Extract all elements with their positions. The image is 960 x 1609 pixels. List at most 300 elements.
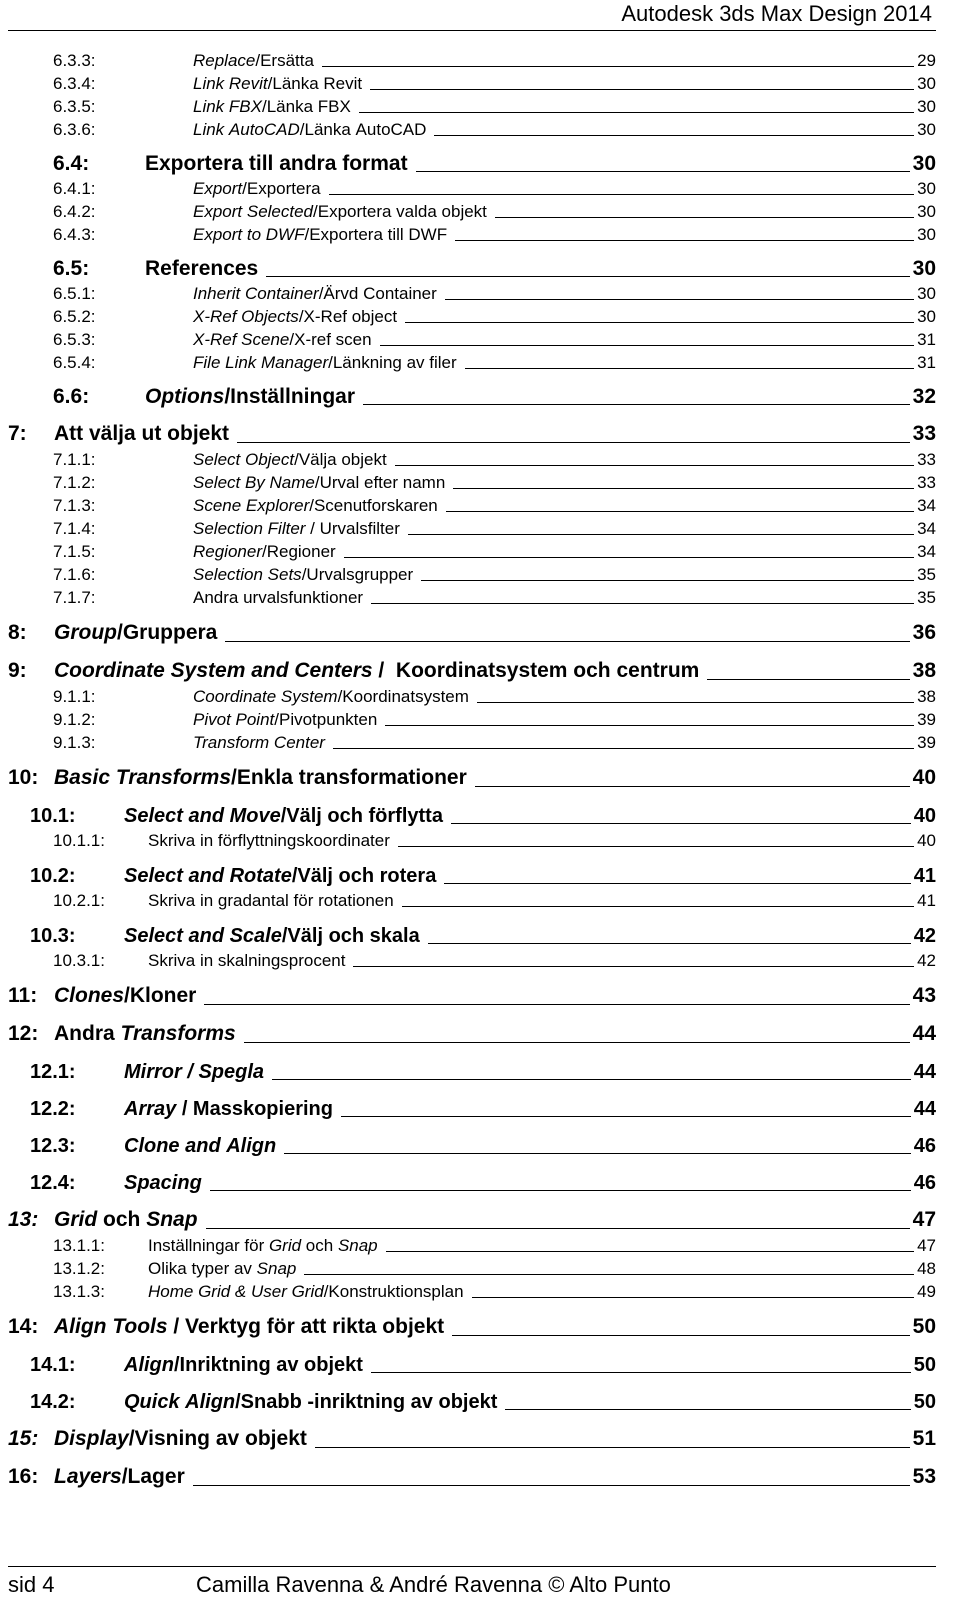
- toc-entry-page: 41: [917, 891, 936, 910]
- toc-entry[interactable]: [8, 1279, 936, 1302]
- toc-entry[interactable]: [8, 1390, 936, 1414]
- toc-entry-number: 6.3.6:: [53, 120, 96, 139]
- toc-entry[interactable]: [8, 304, 936, 327]
- toc-entry-title: [148, 891, 394, 911]
- toc-entry-page: 30: [917, 179, 936, 198]
- toc-entry-title-part: / Masskopiering: [176, 1098, 333, 1120]
- toc-entry-title: [54, 1021, 236, 1047]
- toc-entry-page: 35: [917, 588, 936, 607]
- toc-entry[interactable]: [8, 94, 936, 117]
- toc-entry-title: [193, 496, 438, 516]
- toc-leader-line: [455, 240, 914, 241]
- toc-entry[interactable]: [8, 1353, 936, 1377]
- toc-entry-title: [54, 421, 229, 447]
- toc-entry-title: [193, 202, 487, 222]
- toc-entry[interactable]: [8, 447, 936, 470]
- toc-leader-line: [428, 943, 911, 944]
- toc-entry-title-part: Clone and Align: [124, 1135, 277, 1157]
- toc-entry-number: 6.4:: [53, 152, 90, 175]
- toc-entry[interactable]: [8, 924, 936, 948]
- toc-entry-page: 30: [912, 257, 936, 280]
- toc-entry-page: 44: [912, 1022, 936, 1045]
- toc-entry-title-part: File Link Manager: [193, 353, 329, 372]
- toc-entry[interactable]: [8, 176, 936, 199]
- toc-leader-line: [284, 1153, 911, 1154]
- toc-entry-title-part: /Snabb -inriktning av objekt: [235, 1391, 498, 1413]
- toc-entry-title-part: /Exportera: [242, 179, 321, 198]
- toc-entry-title-part: Att välja ut objekt: [54, 422, 230, 445]
- toc-entry-title-part: Coordinate System: [193, 687, 338, 706]
- toc-entry-page: 30: [917, 202, 936, 221]
- toc-leader-line: [505, 1409, 910, 1410]
- toc-leader-line: [206, 1228, 910, 1229]
- toc-entry-title-part: Mirror / Spegla: [124, 1061, 265, 1083]
- toc-entry-page: 30: [917, 74, 936, 93]
- toc-entry-number: 7.1.6:: [53, 565, 96, 584]
- toc-entry[interactable]: [8, 516, 936, 539]
- toc-leader-line: [385, 725, 914, 726]
- toc-entry-page: 46: [913, 1135, 936, 1157]
- toc-entry-number: 13.1.3:: [53, 1282, 105, 1301]
- toc-entry-number: 7.1.1:: [53, 450, 96, 469]
- toc-entry-title-part: Selection Sets: [193, 565, 302, 584]
- toc-entry[interactable]: [8, 421, 936, 447]
- toc-entry-title-part: Snap: [146, 1208, 198, 1231]
- toc-entry-title-part: Home Grid & User Grid: [148, 1282, 324, 1301]
- toc-leader-line: [398, 846, 914, 847]
- toc-entry[interactable]: [8, 1256, 936, 1279]
- toc-entry-title-part: Snap: [256, 1259, 297, 1278]
- toc-entry-page: 48: [917, 1259, 936, 1278]
- toc-entry-page: 44: [913, 1061, 936, 1083]
- toc-entry-title-part: X-Ref Scene: [193, 330, 290, 349]
- toc-entry-title: [193, 97, 351, 117]
- toc-entry[interactable]: [8, 350, 936, 373]
- toc-entry-number: 6.5.3:: [53, 330, 96, 349]
- toc-leader-line: [353, 966, 914, 967]
- toc-entry-title-part: Export to DWF: [193, 225, 305, 244]
- toc-entry-title: [54, 765, 467, 791]
- toc-entry-title-part: Align Tools: [54, 1315, 168, 1338]
- toc-leader-line: [359, 112, 914, 113]
- toc-entry-title-part: /Länka FBX: [261, 97, 351, 116]
- toc-entry-title-part: /Kloner: [124, 984, 197, 1007]
- toc-entry-title: [145, 257, 258, 281]
- toc-leader-line: [193, 1485, 910, 1486]
- toc-leader-line: [416, 171, 910, 172]
- toc-entry[interactable]: [8, 470, 936, 493]
- toc-entry-title: [148, 1259, 296, 1279]
- toc-entry-title-part: / Urvalsfilter: [305, 519, 400, 538]
- toc-entry[interactable]: [8, 864, 936, 888]
- toc-entry-page: 34: [917, 519, 936, 538]
- toc-entry-title-part: Link Revit: [193, 74, 268, 93]
- toc-entry[interactable]: [8, 983, 936, 1009]
- toc-entry[interactable]: [8, 1207, 936, 1233]
- toc-entry-number: 14.1:: [30, 1354, 76, 1376]
- toc-entry-title-part: Clones: [54, 984, 125, 1007]
- toc-entry[interactable]: [8, 1097, 936, 1121]
- toc-entry[interactable]: [8, 1021, 936, 1047]
- toc-entry-page: 40: [917, 831, 936, 850]
- toc-entry-title-part: Link AutoCAD: [193, 120, 300, 139]
- toc-entry-title-part: X-Ref Objects: [193, 307, 299, 326]
- toc-entry-number: 6.4.3:: [53, 225, 96, 244]
- toc-entry-number: 7.1.2:: [53, 473, 96, 492]
- toc-leader-line: [315, 1447, 910, 1448]
- toc-entry-title-part: /Regioner: [262, 542, 336, 561]
- toc-entry-title: [193, 565, 413, 585]
- toc-entry-title: [148, 1236, 378, 1256]
- toc-entry-title-part: /Välj och skala: [281, 925, 420, 947]
- toc-entry-page: 40: [912, 766, 936, 789]
- toc-entry-number: 9.1.1:: [53, 687, 96, 706]
- toc-entry-title-part: Skriva in skalningsprocent: [148, 951, 346, 970]
- toc-entry[interactable]: [8, 1060, 936, 1084]
- toc-leader-line: [445, 299, 914, 300]
- toc-entry-title: [193, 284, 437, 304]
- toc-entry-number: 6.4.2:: [53, 202, 96, 221]
- toc-entry-title-part: Align: [124, 1354, 174, 1376]
- toc-leader-line: [329, 194, 915, 195]
- toc-entry[interactable]: [8, 658, 936, 684]
- toc-entry[interactable]: [8, 948, 936, 971]
- toc-entry-title: [54, 1426, 307, 1452]
- toc-leader-line: [477, 702, 914, 703]
- toc-entry-title-part: /Länka AutoCAD: [299, 120, 427, 139]
- toc-entry[interactable]: [8, 48, 936, 71]
- toc-entry-title-part: Pivot Point: [193, 710, 275, 729]
- table-of-contents: [8, 48, 936, 1490]
- toc-leader-line: [446, 511, 914, 512]
- toc-entry-number: 11:: [8, 984, 38, 1007]
- toc-entry[interactable]: [8, 1171, 936, 1195]
- toc-entry-title-part: /Enkla transformationer: [231, 766, 467, 789]
- toc-entry[interactable]: [8, 684, 936, 707]
- toc-entry-title-part: /Urvalsgrupper: [301, 565, 414, 584]
- toc-entry-title-part: Select and Scale: [124, 925, 282, 947]
- toc-entry-title: [193, 330, 372, 350]
- toc-entry[interactable]: [8, 257, 936, 281]
- toc-entry-title-part: /X-ref scen: [289, 330, 372, 349]
- toc-entry-number: 10.2.1:: [53, 891, 105, 910]
- toc-entry-title-part: /Scenutforskaren: [309, 496, 438, 515]
- toc-entry-title: [148, 1282, 464, 1302]
- toc-entry-number: 6.6:: [53, 385, 90, 408]
- toc-entry-title-part: Select By Name: [193, 473, 315, 492]
- toc-leader-line: [451, 823, 911, 824]
- toc-entry[interactable]: [8, 71, 936, 94]
- toc-entry-title-part: Display: [54, 1427, 129, 1450]
- toc-entry-title-part: /Koordinatsystem: [337, 687, 469, 706]
- toc-leader-line: [204, 1004, 909, 1005]
- toc-entry-title: [193, 710, 377, 730]
- toc-entry-page: 30: [917, 225, 936, 244]
- toc-entry[interactable]: [8, 385, 936, 409]
- toc-entry-title-part: Snap: [337, 1236, 378, 1255]
- toc-entry-number: 7.1.7:: [53, 588, 96, 607]
- toc-entry-page: 30: [917, 284, 936, 303]
- toc-leader-line: [452, 1335, 910, 1336]
- toc-entry-page: 41: [913, 865, 936, 887]
- toc-entry-title-part: Regioner: [193, 542, 262, 561]
- toc-entry-title-part: Andra: [54, 1022, 121, 1045]
- toc-entry-page: 51: [912, 1427, 936, 1450]
- toc-entry-title: [54, 983, 196, 1009]
- toc-entry-title: [124, 1134, 276, 1158]
- toc-entry-title-part: Andra urvalsfunktioner: [193, 588, 364, 607]
- toc-leader-line: [405, 322, 914, 323]
- toc-entry-title-part: /Välj och förflytta: [280, 805, 443, 827]
- toc-leader-line: [333, 748, 914, 749]
- toc-entry-title-part: /Välj och rotera: [291, 865, 437, 887]
- header-rule: [8, 30, 936, 31]
- toc-entry-number: 13.1.2:: [53, 1259, 105, 1278]
- toc-leader-line: [272, 1079, 911, 1080]
- toc-entry[interactable]: [8, 222, 936, 245]
- toc-entry[interactable]: [8, 117, 936, 140]
- toc-entry-title: [124, 864, 436, 888]
- toc-entry-title-part: Replace: [193, 51, 256, 70]
- toc-entry-number: 14:: [8, 1315, 39, 1338]
- toc-leader-line: [370, 89, 914, 90]
- toc-leader-line: [304, 1274, 914, 1275]
- toc-entry-title: [124, 804, 443, 828]
- toc-entry-title-part: /Pivotpunkten: [274, 710, 378, 729]
- toc-entry-number: 6.3.4:: [53, 74, 96, 93]
- toc-leader-line: [322, 66, 914, 67]
- toc-entry-title: [148, 831, 390, 851]
- toc-entry-page: 30: [917, 307, 936, 326]
- toc-entry-number: 6.3.3:: [53, 51, 96, 70]
- toc-entry-page: 40: [913, 805, 936, 827]
- toc-entry-title-part: /Ersätta: [255, 51, 314, 70]
- toc-entry-number: 6.5:: [53, 257, 90, 280]
- toc-entry-title-part: /Länka Revit: [267, 74, 363, 93]
- toc-leader-line: [402, 906, 914, 907]
- toc-leader-line: [386, 1251, 914, 1252]
- toc-entry[interactable]: [8, 1233, 936, 1256]
- toc-leader-line: [237, 442, 910, 443]
- toc-entry-title: [193, 179, 321, 199]
- toc-entry-page: 30: [917, 97, 936, 116]
- toc-entry-title: [193, 542, 336, 562]
- toc-entry-title: [145, 385, 355, 409]
- toc-entry-title-part: Grid: [54, 1208, 98, 1231]
- toc-entry[interactable]: [8, 1426, 936, 1452]
- toc-leader-line: [371, 1372, 911, 1373]
- toc-entry-title-part: /Länkning av filer: [328, 353, 457, 372]
- toc-entry-title-part: Skriva in förflyttningskoordinater: [148, 831, 390, 850]
- toc-entry[interactable]: [8, 707, 936, 730]
- toc-entry-title: [54, 1314, 444, 1340]
- toc-entry-title-part: /Exportera till DWF: [304, 225, 448, 244]
- toc-entry-title: [193, 307, 397, 327]
- toc-entry[interactable]: [8, 539, 936, 562]
- toc-entry-title-part: Options: [145, 385, 225, 408]
- toc-entry-title: [148, 951, 345, 971]
- footer-credit: Camilla Ravenna & André Ravenna © Alto Punto: [196, 1572, 671, 1597]
- toc-entry-title: [124, 1390, 497, 1414]
- toc-leader-line: [465, 368, 914, 369]
- toc-entry-title: [193, 450, 387, 470]
- toc-entry[interactable]: [8, 888, 936, 911]
- toc-entry-title: [193, 74, 362, 94]
- toc-entry[interactable]: [8, 730, 936, 753]
- toc-entry[interactable]: [8, 1464, 936, 1490]
- toc-entry-number: 9:: [8, 659, 27, 682]
- toc-entry-title: [124, 1353, 363, 1377]
- toc-entry-title: [124, 1060, 264, 1084]
- toc-entry-number: 14.2:: [30, 1391, 76, 1413]
- toc-entry-title-part: Scene Explorer: [193, 496, 310, 515]
- toc-leader-line: [434, 135, 914, 136]
- toc-entry-number: 6.3.5:: [53, 97, 96, 116]
- toc-entry-page: 31: [917, 353, 936, 372]
- toc-entry-number: 10.3.1:: [53, 951, 105, 970]
- toc-entry-title-part: Quick Align: [124, 1391, 236, 1413]
- toc-entry-page: 33: [917, 450, 936, 469]
- toc-entry-title-part: Select and Rotate: [124, 865, 292, 887]
- toc-entry-number: 6.5.1:: [53, 284, 96, 303]
- toc-entry-title-part: Exportera till andra format: [145, 152, 408, 175]
- toc-entry-number: 7.1.5:: [53, 542, 96, 561]
- toc-entry-title-part: Inställningar för: [148, 1236, 269, 1255]
- toc-entry-title-part: Basic Transforms: [54, 766, 232, 789]
- toc-entry[interactable]: [8, 1314, 936, 1340]
- toc-entry-page: 33: [912, 422, 936, 445]
- toc-entry-title-part: /Ärvd Container: [318, 284, 437, 303]
- toc-entry-title-part: och: [97, 1208, 147, 1231]
- toc-entry-number: 10:: [8, 766, 39, 789]
- toc-entry-page: 43: [912, 984, 936, 1007]
- toc-entry-title-part: /Exportera valda objekt: [313, 202, 487, 221]
- toc-entry-number: 13:: [8, 1208, 39, 1231]
- toc-entry-title-part: Spacing: [124, 1172, 202, 1194]
- toc-entry-number: 10.2:: [30, 865, 76, 887]
- toc-entry-page: 31: [917, 330, 936, 349]
- toc-leader-line: [244, 1042, 910, 1043]
- toc-entry-page: 32: [912, 385, 936, 408]
- toc-entry-title-part: Olika typer av: [148, 1259, 257, 1278]
- toc-entry-page: 50: [912, 1315, 936, 1338]
- toc-entry-title-part: Export: [193, 179, 243, 198]
- footer-page-number: sid 4: [8, 1572, 55, 1597]
- toc-entry-title-part: /X-Ref object: [298, 307, 398, 326]
- toc-entry-title-part: och: [301, 1236, 338, 1255]
- toc-entry-page: 50: [913, 1391, 936, 1413]
- toc-entry-title: [145, 152, 408, 176]
- toc-entry-title: [193, 51, 314, 71]
- toc-entry-page: 29: [917, 51, 936, 70]
- toc-leader-line: [444, 883, 910, 884]
- toc-entry-title-part: /Lager: [121, 1465, 185, 1488]
- toc-entry[interactable]: [8, 828, 936, 851]
- toc-entry-number: 7:: [8, 422, 27, 445]
- toc-leader-line: [341, 1116, 911, 1117]
- toc-entry[interactable]: [8, 152, 936, 176]
- toc-entry-title-part: Selection Filter: [193, 519, 306, 538]
- running-header: Autodesk 3ds Max Design 2014: [621, 1, 932, 26]
- toc-entry[interactable]: [8, 281, 936, 304]
- toc-entry-title-part: Array: [124, 1098, 177, 1120]
- toc-entry[interactable]: [8, 620, 936, 646]
- toc-entry-title-part: Export Selected: [193, 202, 314, 221]
- toc-entry-number: 13.1.1:: [53, 1236, 105, 1255]
- toc-leader-line: [453, 488, 914, 489]
- toc-entry-number: 12.2:: [30, 1098, 76, 1120]
- toc-entry-title: [193, 225, 447, 245]
- toc-entry-title: [193, 353, 457, 373]
- toc-entry-title: [54, 1464, 185, 1490]
- toc-entry-page: 47: [912, 1208, 936, 1231]
- toc-entry[interactable]: [8, 585, 936, 608]
- toc-entry-title-part: Skriva in gradantal för rotationen: [148, 891, 394, 910]
- toc-entry-title-part: Transform Center: [193, 733, 325, 752]
- toc-entry-title-part: Link FBX: [193, 97, 262, 116]
- toc-entry-page: 38: [912, 659, 936, 682]
- toc-leader-line: [225, 641, 909, 642]
- toc-entry-title: [193, 120, 426, 140]
- toc-entry-number: 7.1.4:: [53, 519, 96, 538]
- toc-entry-number: 6.4.1:: [53, 179, 96, 198]
- toc-entry-page: 33: [917, 473, 936, 492]
- toc-entry-number: 16:: [8, 1465, 39, 1488]
- toc-entry-title: [193, 733, 325, 753]
- toc-entry[interactable]: [8, 327, 936, 350]
- toc-entry-number: 9.1.3:: [53, 733, 96, 752]
- toc-leader-line: [475, 786, 910, 787]
- toc-entry-title-part: /Urval efter namn: [314, 473, 446, 492]
- toc-entry-number: 6.5.2:: [53, 307, 96, 326]
- toc-leader-line: [363, 404, 910, 405]
- toc-entry-page: 42: [913, 925, 936, 947]
- toc-entry-title-part: Coordinate System and Centers: [54, 659, 373, 682]
- toc-entry-title: [193, 687, 469, 707]
- toc-entry-title-part: /Inställningar: [224, 385, 356, 408]
- toc-entry-number: 12:: [8, 1022, 39, 1045]
- toc-entry-title: [193, 588, 363, 608]
- toc-entry-number: 10.3:: [30, 925, 76, 947]
- toc-entry-number: 15:: [8, 1427, 39, 1450]
- toc-entry[interactable]: [8, 765, 936, 791]
- footer-rule: [8, 1566, 936, 1567]
- toc-leader-line: [266, 276, 909, 277]
- toc-leader-line: [380, 345, 914, 346]
- toc-entry-number: 12.4:: [30, 1172, 76, 1194]
- toc-entry-title-part: / Koordinatsystem och centrum: [372, 659, 700, 682]
- toc-entry-title-part: /Välja objekt: [294, 450, 387, 469]
- toc-entry-page: 36: [912, 621, 936, 644]
- toc-entry[interactable]: [8, 493, 936, 516]
- toc-entry[interactable]: [8, 562, 936, 585]
- toc-entry[interactable]: [8, 199, 936, 222]
- toc-leader-line: [371, 603, 914, 604]
- toc-entry-title-part: Layers: [54, 1465, 122, 1488]
- toc-entry[interactable]: [8, 804, 936, 828]
- toc-entry-number: 10.1:: [30, 805, 76, 827]
- toc-entry[interactable]: [8, 1134, 936, 1158]
- toc-entry-number: 7.1.3:: [53, 496, 96, 515]
- toc-entry-title: [54, 1207, 198, 1233]
- toc-entry-page: 35: [917, 565, 936, 584]
- toc-entry-number: 9.1.2:: [53, 710, 96, 729]
- toc-entry-page: 42: [917, 951, 936, 970]
- toc-leader-line: [344, 557, 914, 558]
- toc-leader-line: [421, 580, 914, 581]
- toc-entry-number: 10.1.1:: [53, 831, 105, 850]
- toc-entry-number: 12.3:: [30, 1135, 76, 1157]
